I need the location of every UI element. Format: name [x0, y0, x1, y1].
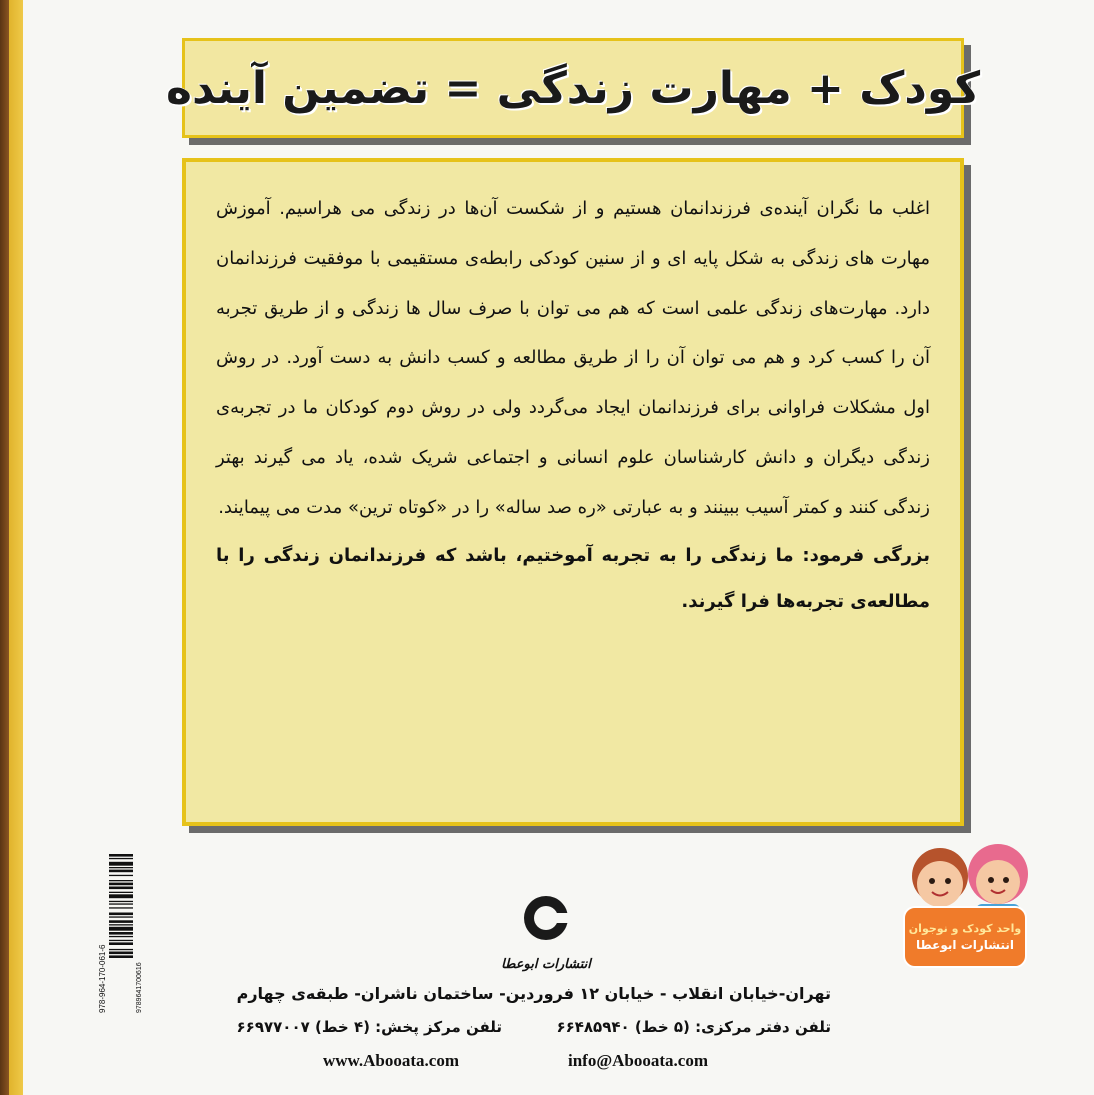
barcode-bar	[109, 858, 133, 859]
description-panel	[182, 158, 964, 826]
barcode-bar	[109, 854, 133, 857]
isbn-barcode	[97, 850, 143, 1015]
logo-text: انتشارات ابوعطا	[501, 957, 591, 972]
barcode-bar	[109, 952, 133, 955]
barcode-bar	[109, 887, 133, 890]
description-paragraph: اغلب ما نگران آینده‌ی فرزندانمان هستیم و از شکست آن‌ها در زندگی می هراسیم. آموزش مهارت های زندگی به شکل پایه ای و از سنین کودکی رابطه‌ی مستقیمی با موفقیت فرزندانمان دارد. مهارت‌های زندگی علمی است که هم می توان با صرف سال ها زندگی و از طریق تجربه آن را کسب کرد و هم می توان آن را از طریق مطالعه و کسب دانش به دست آورد. در روش اول مشکلات فراوانی برای فرزندانمان ایجاد می‌گردد ولی در روش دوم کودکان ما در تجربه‌ی زندگی دیگران و دانش کارشناسان علوم انسانی و اجتماعی شریک شده، یاد می گیرند بهتر زندگی کنند و کمتر آسیب ببینند و به عبارتی «ره صد ساله» را در «کوتاه ترین» مدت می پیمایند.	[216, 198, 930, 518]
barcode-bar	[109, 880, 133, 881]
barcode-bar	[109, 942, 133, 945]
barcode-bar	[109, 924, 133, 925]
barcode-bar	[109, 901, 133, 902]
isbn-text: 978-964-170-061-6	[98, 944, 107, 1013]
barcode-digits: 9789641700616	[136, 962, 143, 1013]
barcode-bar	[109, 949, 133, 950]
imprint-name: انتشارات ابوعطا	[915, 938, 1015, 952]
phone-central-office: تلفن دفتر مرکزی: (۵ خط) ۶۶۴۸۵۹۴۰	[556, 1018, 831, 1036]
barcode-bar	[109, 892, 133, 893]
barcode-bar	[109, 955, 133, 958]
barcode-bar	[109, 867, 133, 868]
barcode-bar	[109, 907, 133, 908]
website-link[interactable]: www.Abooata.com	[323, 1051, 459, 1070]
barcode-bar	[109, 920, 133, 923]
barcode-bar	[109, 936, 133, 937]
book-spine	[0, 0, 9, 1095]
email-link[interactable]: info@Abooata.com	[568, 1051, 709, 1070]
publisher-logo	[501, 890, 591, 980]
cover-title: کودک + مهارت زندگی = تضمین آینده	[165, 62, 981, 114]
barcode-bar	[109, 940, 133, 941]
barcode-bar	[109, 927, 133, 931]
barcode-bars	[109, 854, 133, 958]
barcode-bar	[109, 932, 133, 935]
barcode-bar	[109, 913, 133, 916]
barcode-bar	[109, 870, 133, 873]
phone-distribution: تلفن مرکز پخش: (۴ خط) ۶۶۹۷۷۰۰۷	[236, 1018, 502, 1036]
barcode-bar	[109, 916, 133, 917]
barcode-bar	[109, 894, 133, 898]
barcode-bar	[109, 862, 133, 866]
quote-paragraph: بزرگی فرمود: ما زندگی را به تجربه آموختیم، باشد که فرزندانمان زندگی را با مطالعه‌ی تجربه‌ها فرا گیرند.	[216, 544, 930, 612]
spine-gold-band	[9, 0, 23, 1095]
publisher-address: تهران-خیابان انقلاب - خیابان ۱۲ فروردین- ساختمان ناشران- طبقه‌ی چهارم	[236, 984, 831, 1003]
barcode-bar	[109, 875, 133, 876]
imprint-label	[903, 906, 1027, 968]
title-banner	[165, 38, 981, 138]
barcode-bar	[109, 903, 133, 904]
barcode-bar	[109, 883, 133, 886]
imprint-subtitle: واحد کودک و نوجوان	[908, 922, 1022, 935]
